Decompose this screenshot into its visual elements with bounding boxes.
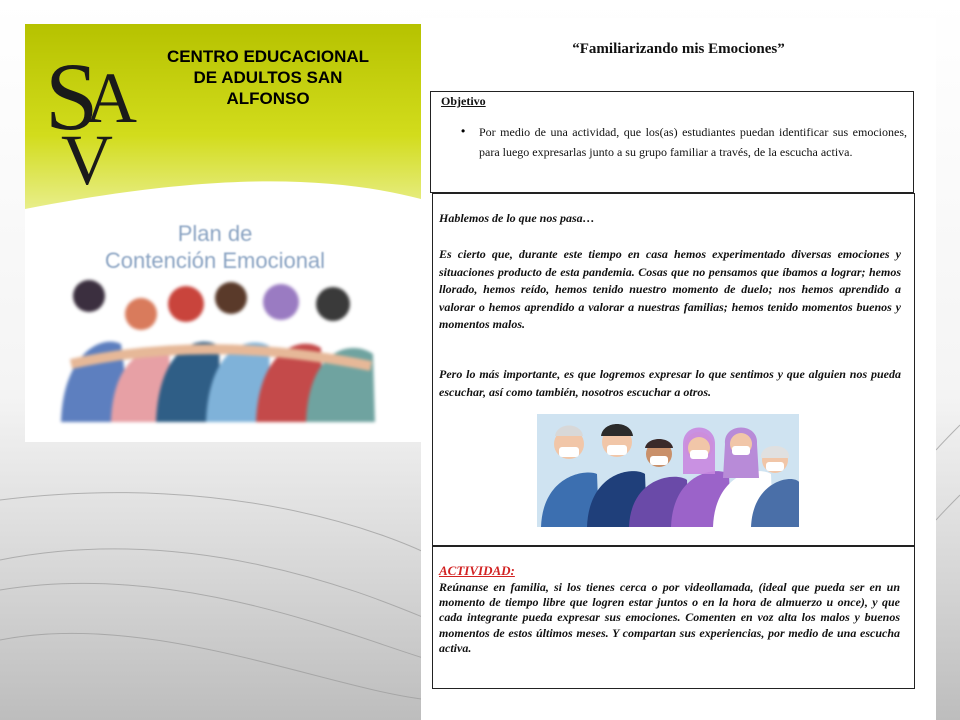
- worksheet-page: [421, 18, 936, 720]
- activity-text: Reúnanse en familia, si los tienes cerca o por videollamada, (ideal que pueda ser en un momento de tiempo libre que logren estar juntos o en la hora de almuerzo u once), y que cada integrante pueda expresar sus emociones. Comenten en voz alta los malos y buenos momentos de estos últimos meses. Y compartan sus experiencias, por medio de una escucha activa.: [439, 580, 900, 655]
- objective-box: [430, 91, 914, 193]
- bullet-icon: •: [461, 124, 466, 138]
- objective-heading: Objetivo: [441, 94, 486, 108]
- activity-section: [432, 546, 915, 689]
- school-name: [143, 46, 393, 109]
- plan-title-line: Contención Emocional: [104, 248, 326, 273]
- talk-heading: Hablemos de lo que nos pasa…: [439, 211, 595, 225]
- masked-people-illustration: [537, 414, 799, 527]
- school-name-line: CENTRO EDUCACIONAL: [166, 47, 370, 66]
- worksheet-title: “Familiarizando mis Emociones”: [572, 41, 785, 57]
- hugging-people-illustration: [41, 274, 393, 422]
- activity-heading: ACTIVIDAD:: [439, 563, 515, 578]
- school-logo: [43, 34, 153, 194]
- school-name-line: DE ADULTOS SAN: [193, 68, 343, 87]
- talk-section: [432, 193, 915, 546]
- school-name-line: ALFONSO: [226, 89, 310, 108]
- plan-title: [65, 220, 365, 274]
- svg-text:A: A: [85, 58, 137, 138]
- talk-paragraph-2: Pero lo más importante, es que logremos expresar lo que sentimos y que alguien nos pueda escuchar, así como también, nosotros escuchar a otros.: [439, 367, 901, 399]
- plan-title-line: Plan de: [177, 221, 253, 246]
- svg-text:V: V: [61, 120, 113, 194]
- school-banner: [25, 24, 421, 442]
- objective-text: Por medio de una actividad, que los(as) estudiantes puedan identificar sus emociones, para luego expresarlas junto a su grupo familiar a través, de la escucha activa.: [479, 125, 907, 159]
- talk-paragraph-1: Es cierto que, durante este tiempo en casa hemos experimentado diversas emociones y situaciones producto de esta pandemia. Cosas que no pensamos que íbamos a lograr; hemos llorado, hemos reído, hemos tenido nuestro momento de duelo; nos hemos aprendido a valorar o hemos aprendido a valorar a nuestras familias; hemos tenido momentos buenos y momentos malos.: [439, 247, 901, 331]
- svg-text:S: S: [45, 43, 99, 150]
